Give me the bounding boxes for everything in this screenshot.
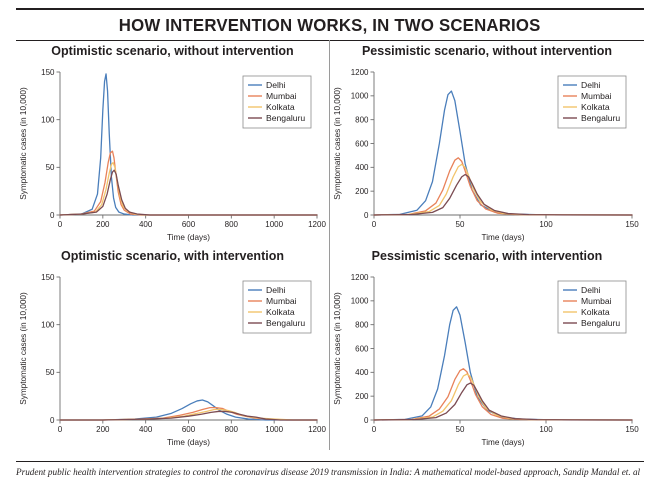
svg-text:Symptomatic cases (in 10,000): Symptomatic cases (in 10,000)	[19, 292, 28, 405]
page-title: HOW INTERVENTION WORKS, IN TWO SCENARIOS	[119, 14, 541, 35]
svg-text:50: 50	[45, 368, 55, 378]
svg-text:Bengaluru: Bengaluru	[266, 318, 306, 328]
svg-text:Kolkata: Kolkata	[266, 307, 295, 317]
svg-text:0: 0	[371, 425, 377, 434]
svg-text:Kolkata: Kolkata	[581, 102, 610, 112]
svg-text:Bengaluru: Bengaluru	[581, 318, 621, 328]
chart-title: Optimistic scenario, with intervention	[61, 249, 284, 263]
svg-text:1200: 1200	[350, 272, 369, 282]
svg-text:Mumbai: Mumbai	[581, 91, 612, 101]
svg-text:50: 50	[45, 163, 55, 173]
svg-text:Time (days): Time (days)	[481, 438, 525, 447]
title-bar	[16, 8, 644, 41]
svg-text:0: 0	[364, 415, 369, 425]
svg-text:600: 600	[355, 139, 369, 149]
source-caption: Prudent public health intervention strategies to control the coronavirus disease 2019 transmission in India: A mathematical model-based approach, Sandip Mandal et. al	[16, 461, 644, 478]
svg-text:400: 400	[138, 425, 153, 434]
svg-text:Delhi: Delhi	[266, 80, 286, 90]
chart-panel-optimistic-without	[16, 40, 330, 245]
plot-area	[330, 267, 644, 450]
svg-text:1200: 1200	[308, 425, 326, 434]
chart-title: Optimistic scenario, without intervention	[51, 44, 294, 58]
svg-text:50: 50	[455, 425, 465, 434]
svg-text:600: 600	[181, 425, 196, 434]
chart-panel-pessimistic-without	[330, 40, 644, 245]
svg-text:Symptomatic cases (in 10,000): Symptomatic cases (in 10,000)	[333, 87, 342, 200]
chart-panel-optimistic-with	[16, 245, 330, 450]
svg-text:Kolkata: Kolkata	[266, 102, 295, 112]
svg-text:0: 0	[57, 425, 63, 434]
svg-text:400: 400	[138, 220, 153, 229]
chart-panel-pessimistic-with	[330, 245, 644, 450]
svg-text:1000: 1000	[265, 220, 284, 229]
svg-text:150: 150	[625, 220, 639, 229]
svg-text:1200: 1200	[308, 220, 326, 229]
svg-text:150: 150	[41, 272, 55, 282]
svg-text:200: 200	[96, 220, 110, 229]
svg-text:800: 800	[355, 320, 369, 330]
plot-area	[16, 62, 329, 245]
svg-text:0: 0	[371, 220, 377, 229]
svg-text:150: 150	[625, 425, 639, 434]
svg-text:150: 150	[41, 67, 55, 77]
svg-text:Bengaluru: Bengaluru	[266, 113, 306, 123]
plot-area	[16, 267, 329, 450]
svg-text:1200: 1200	[350, 67, 369, 77]
chart-title: Pessimistic scenario, with intervention	[371, 249, 603, 263]
svg-text:50: 50	[455, 220, 465, 229]
svg-text:1000: 1000	[265, 425, 284, 434]
svg-text:800: 800	[224, 220, 239, 229]
svg-text:Symptomatic cases (in 10,000): Symptomatic cases (in 10,000)	[19, 87, 28, 200]
svg-text:Mumbai: Mumbai	[581, 296, 612, 306]
svg-text:Symptomatic cases (in 10,000): Symptomatic cases (in 10,000)	[333, 292, 342, 405]
svg-text:400: 400	[355, 163, 369, 173]
svg-text:0: 0	[364, 210, 369, 220]
svg-text:100: 100	[539, 425, 553, 434]
svg-text:100: 100	[41, 115, 55, 125]
svg-text:800: 800	[355, 115, 369, 125]
svg-text:100: 100	[41, 320, 55, 330]
svg-text:1000: 1000	[350, 296, 369, 306]
svg-text:Bengaluru: Bengaluru	[581, 113, 621, 123]
svg-text:Mumbai: Mumbai	[266, 91, 297, 101]
svg-text:Time (days): Time (days)	[167, 438, 210, 447]
svg-text:Mumbai: Mumbai	[266, 296, 297, 306]
svg-text:200: 200	[355, 391, 369, 401]
svg-text:600: 600	[181, 220, 196, 229]
svg-text:Delhi: Delhi	[581, 80, 601, 90]
svg-text:0: 0	[50, 210, 55, 220]
svg-text:200: 200	[355, 186, 369, 196]
svg-text:Time (days): Time (days)	[481, 233, 525, 242]
svg-text:200: 200	[96, 425, 110, 434]
svg-text:100: 100	[539, 220, 553, 229]
svg-text:Delhi: Delhi	[581, 285, 601, 295]
svg-text:Delhi: Delhi	[266, 285, 286, 295]
charts-grid	[16, 40, 644, 450]
svg-text:0: 0	[50, 415, 55, 425]
svg-text:Time (days): Time (days)	[167, 233, 210, 242]
svg-text:0: 0	[57, 220, 63, 229]
svg-text:800: 800	[224, 425, 239, 434]
svg-text:Kolkata: Kolkata	[581, 307, 610, 317]
chart-title: Pessimistic scenario, without intervention	[361, 44, 613, 58]
svg-text:600: 600	[355, 344, 369, 354]
svg-text:400: 400	[355, 368, 369, 378]
svg-text:1000: 1000	[350, 91, 369, 101]
plot-area	[330, 62, 644, 245]
